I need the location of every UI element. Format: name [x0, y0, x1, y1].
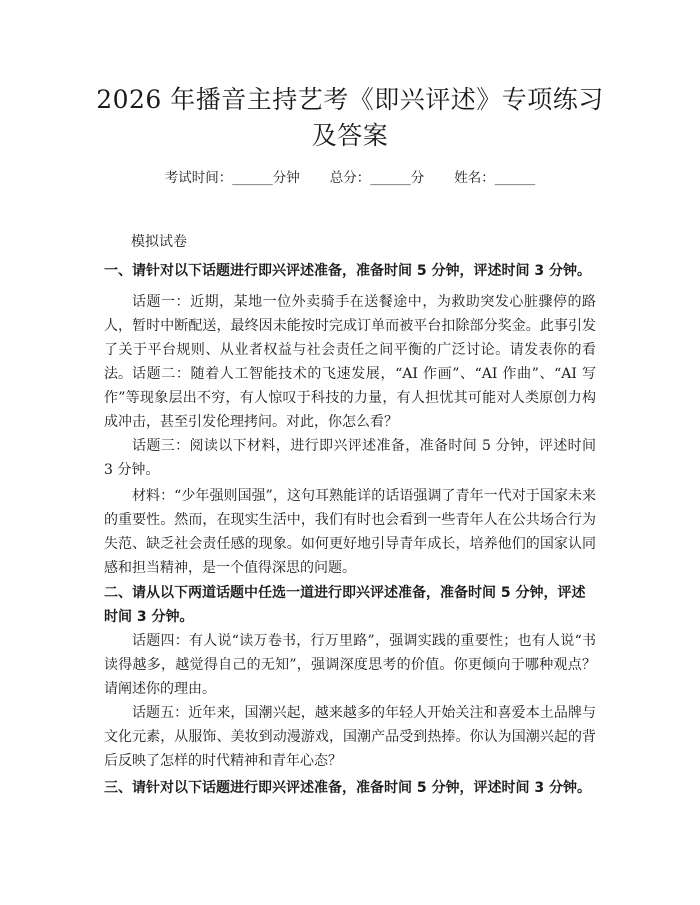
topic-4-paragraph: 话题四：有人说“读万卷书，行万里路”，强调实践的重要性；也有人说“书读得越多，越觉得自己的无知”，强调深度思考的价值。你更倾向于哪种观点？请阐述你的理由。 — [104, 633, 596, 697]
section-3-heading: 三、请针对以下话题进行即兴评述准备，准备时间 5 分钟，评述时间 3 分钟。 — [104, 780, 591, 796]
topic-2-paragraph: 话题二：随着人工智能技术的飞速发展，“AI 作画”、“AI 作曲”、“AI 写作”等现象层出不穷，有人惊叹于科技的力量，有人担忧其可能对人类原创力构成冲击，甚至引发伦理拷问。对此，你怎么看？ — [104, 366, 596, 430]
total-score-field: 总分：______分 — [329, 170, 425, 186]
material-paragraph: 材料：“少年强则国强”，这句耳熟能详的话语强调了青年一代对于国家未来的重要性。然而，在现实生活中，我们有时也会看到一些青年人在公共场合行为失范、缺乏社会责任感的现象。如何更好地引导青年成长，培养他们的国家认同感和担当精神，是一个值得深思的问题。 — [104, 488, 596, 576]
name-field: 姓名：______ — [454, 170, 536, 186]
section-2-heading: 二、请从以下两道话题中任选一道进行即兴评述准备，准备时间 5 分钟，评述时间 3 分钟。 — [104, 585, 586, 625]
section-1-heading: 一、请针对以下话题进行即兴评述准备，准备时间 5 分钟，评述时间 3 分钟。 — [104, 263, 591, 279]
topic-1-paragraph: 话题一：近期，某地一位外卖骑手在送餐途中，为救助突发心脏骤停的路人，暂时中断配送，最终因未能按时完成订单而被平台扣除部分奖金。此事引发了关于平台规则、从业者权益与社会责任之间平衡的广泛讨论。请发表你的看法。 — [104, 294, 596, 382]
topic-3-paragraph: 话题三：阅读以下材料，进行即兴评述准备，准备时间 5 分钟，评述时间 3 分钟。 — [104, 438, 596, 478]
document-title-line-1: 2026 年播音主持艺考《即兴评述》专项练习 — [96, 85, 604, 114]
document-title-line-2: 及答案 — [311, 121, 389, 150]
exam-info-row — [0, 168, 700, 188]
exam-time-field: 考试时间：______分钟 — [164, 170, 300, 186]
topic-5-paragraph: 话题五：近年来，国潮兴起，越来越多的年轻人开始关注和喜爱本土品牌与文化元素，从服饰、美妆到动漫游戏，国潮产品受到热捧。你认为国潮兴起的背后反映了怎样的时代精神和青年心态？ — [104, 705, 596, 769]
paper-label: 模拟试卷 — [131, 234, 187, 250]
